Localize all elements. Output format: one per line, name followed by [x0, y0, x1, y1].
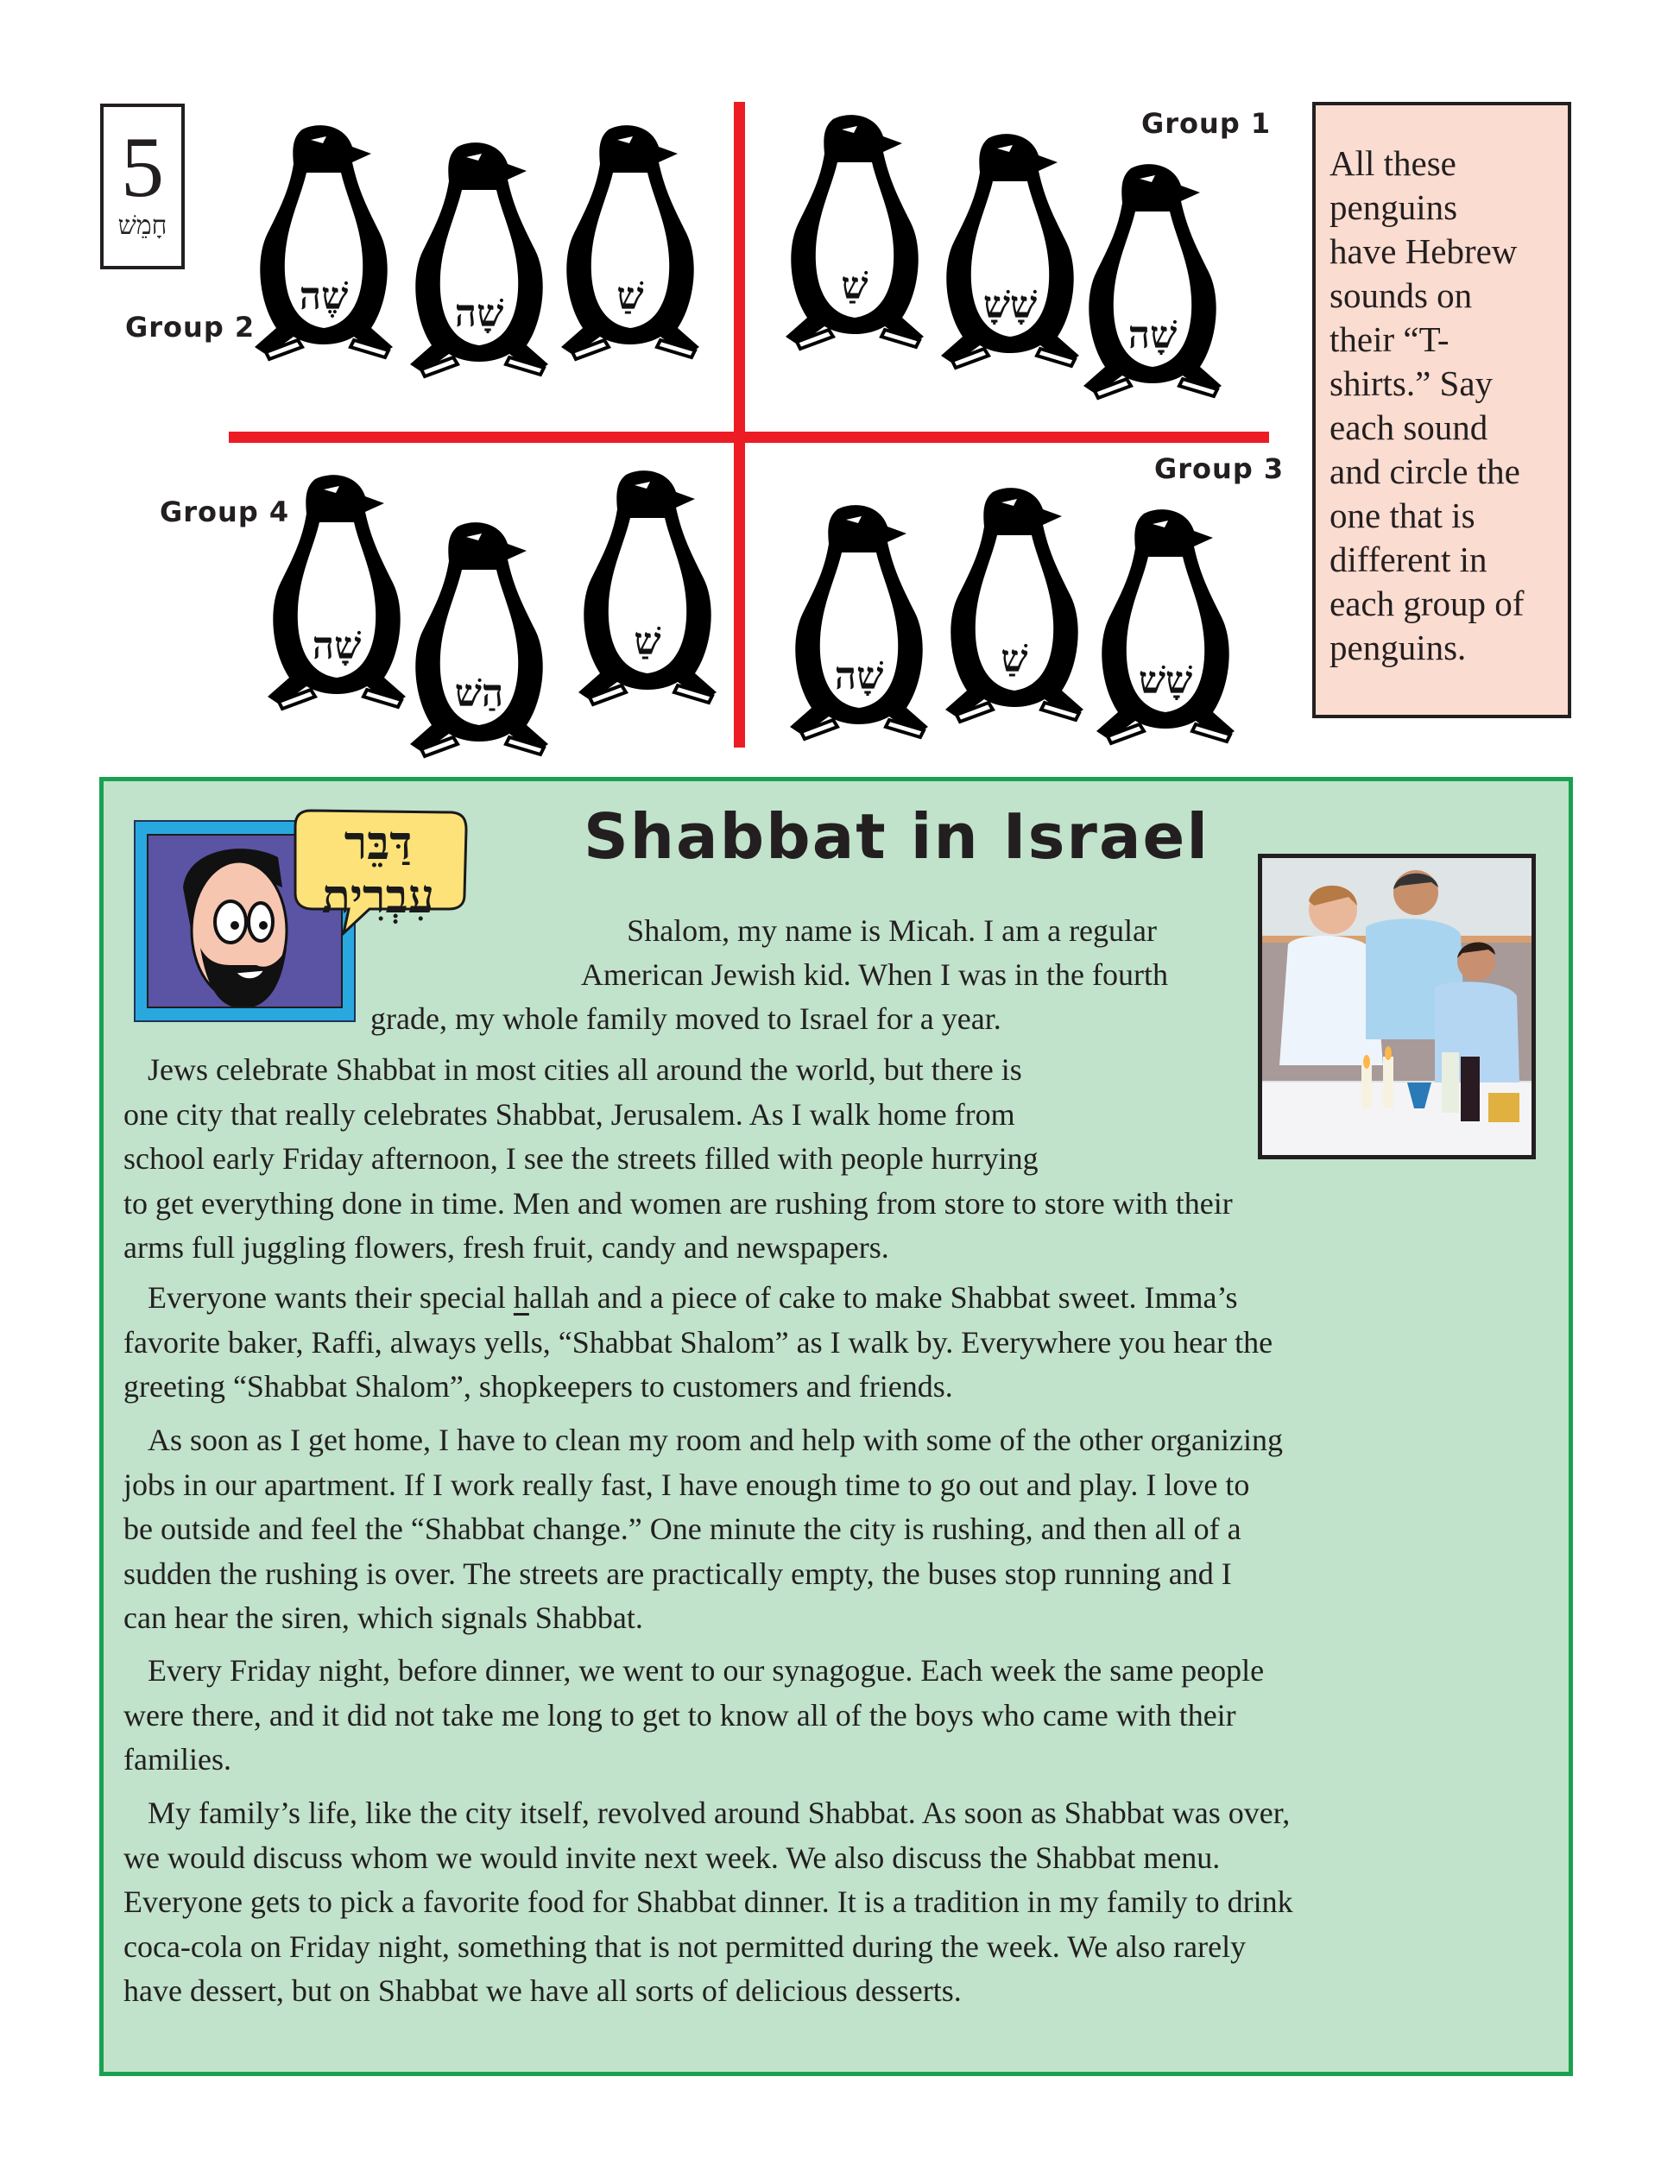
penguin-sound: שָׁשׁ	[1138, 659, 1193, 703]
text-line: we would discuss whom we would invite next week. We also discuss the Shabbat menu.	[123, 1840, 1221, 1875]
penguin-sound: שַׁ	[634, 620, 661, 664]
text-line: arms full juggling flowers, fresh fruit, candy and newspapers.	[123, 1230, 889, 1265]
instruction-line: and circle the	[1329, 451, 1520, 491]
intro-paragraph-2	[104, 953, 1168, 998]
penguin-group1-3[interactable]	[1079, 160, 1226, 419]
text-line: can hear the siren, which signals Shabbat.	[123, 1600, 643, 1635]
penguin-icon	[263, 470, 410, 729]
paragraph-2	[123, 1276, 1273, 1410]
paragraph-3	[123, 1418, 1283, 1641]
penguin-icon	[781, 110, 928, 369]
penguin-group4-2[interactable]	[406, 518, 553, 777]
instruction-line: one that is	[1329, 496, 1475, 535]
instructions-box	[1312, 102, 1571, 718]
family-photo-image	[1262, 858, 1532, 1155]
text-line: be outside and feel the “Shabbat change.” One minute the city is rushing, and then all of a	[123, 1512, 1241, 1546]
text-line: Jews celebrate Shabbat in most cities all around the world, but there is	[148, 1052, 1022, 1087]
instruction-line: their “T-	[1329, 319, 1449, 359]
story-box	[99, 777, 1573, 2076]
penguin-sound: שָׁה	[1127, 313, 1178, 357]
penguin-sound: שָׁה	[312, 624, 362, 668]
bubble-line: דַּבֵּר	[344, 815, 413, 870]
penguin-group1-2[interactable]	[937, 129, 1083, 388]
penguin-group4-3[interactable]	[574, 466, 721, 725]
penguin-sound: שַׁ	[616, 275, 644, 319]
penguin-sound: שַׁ	[1001, 637, 1028, 681]
page-number-box	[100, 104, 185, 269]
text-line: Every Friday night, before dinner, we went to our synagogue. Each week the same people	[148, 1653, 1265, 1688]
red-divider-vertical	[734, 102, 745, 748]
instruction-line: each group of	[1329, 584, 1525, 623]
penguin-icon	[406, 518, 553, 777]
penguin-icon	[557, 121, 704, 380]
instruction-line: each sound	[1329, 407, 1488, 447]
penguin-group2-1[interactable]	[250, 121, 397, 380]
instruction-line: have Hebrew	[1329, 231, 1518, 271]
text-line: one city that really celebrates Shabbat, Jerusalem. As I walk home from	[123, 1096, 1015, 1132]
story-title: Shabbat in Israel	[583, 800, 1210, 873]
text-segment: Everyone wants their special	[148, 1280, 514, 1315]
penguin-sound: שַׁ	[841, 264, 868, 308]
red-divider-horizontal	[229, 432, 1269, 443]
penguin-icon	[406, 138, 553, 397]
penguin-icon	[1092, 505, 1239, 764]
penguin-group1-1[interactable]	[781, 110, 928, 369]
penguin-group3-2[interactable]	[941, 483, 1088, 742]
text-line: greeting “Shabbat Shalom”, shopkeepers to customers and friends.	[123, 1369, 953, 1404]
penguin-icon	[1079, 160, 1226, 419]
text-line: were there, and it did not take me long to get to know all of the boys who came with their	[123, 1697, 1236, 1733]
instruction-line: shirts.” Say	[1329, 363, 1494, 403]
instruction-line: penguins	[1329, 187, 1458, 227]
penguin-icon	[937, 129, 1083, 388]
text-line: Shalom, my name is Micah. I am a regular	[627, 913, 1157, 948]
text-line: school early Friday afternoon, I see the streets filled with people hurrying	[123, 1141, 1039, 1176]
penguin-group2-3[interactable]	[557, 121, 704, 380]
family-photo	[1258, 854, 1536, 1159]
group-1-label: Group 1	[1141, 107, 1272, 140]
text-line: jobs in our apartment. If I work really fast, I have enough time to go out and play. I love to	[123, 1467, 1250, 1502]
page-number-hebrew: חָמֵשׁ	[117, 211, 167, 241]
penguin-sound: שֶׁה	[299, 275, 349, 319]
penguin-icon	[250, 121, 397, 380]
text-line: have dessert, but on Shabbat we have all sorts of delicious desserts.	[123, 1973, 962, 2008]
instruction-line: sounds on	[1329, 275, 1473, 315]
penguin-group3-3[interactable]	[1092, 505, 1239, 764]
text-segment: allah and a piece of cake to make Shabbat sweet. Imma’s	[528, 1280, 1238, 1315]
intro-paragraph	[104, 909, 1157, 954]
penguin-group2-2[interactable]	[406, 138, 553, 397]
paragraph-4	[123, 1649, 1264, 1783]
paragraph-1	[123, 1048, 1233, 1271]
group-2-label: Group 2	[125, 311, 256, 344]
paragraph-5	[123, 1791, 1293, 2014]
penguin-group4-1[interactable]	[263, 470, 410, 729]
text-line: My family’s life, like the city itself, revolved around Shabbat. As soon as Shabbat was over,	[148, 1796, 1291, 1830]
penguin-sound: שָׁה	[454, 292, 504, 336]
text-line	[123, 1276, 1273, 1321]
text-line: coca-cola on Friday night, something that is not permitted during the week. We also rarely	[123, 1928, 1247, 1964]
bubble-line: עִבְרִית	[321, 868, 435, 924]
group-4-label: Group 4	[160, 496, 290, 528]
text-line: to get everything done in time. Men and women are rushing from store to store with their	[123, 1185, 1233, 1221]
instruction-line: penguins.	[1329, 628, 1467, 667]
text-line: As soon as I get home, I have to clean my room and help with some of the other organizing	[148, 1423, 1284, 1457]
penguin-icon	[574, 466, 721, 725]
text-line: favorite baker, Raffi, always yells, “Shabbat Shalom” as I walk by. Everywhere you hear the	[123, 1324, 1273, 1360]
instruction-line: All these	[1329, 143, 1456, 183]
group-3-label: Group 3	[1154, 452, 1285, 485]
penguin-sound: שָׁה	[834, 654, 884, 698]
underlined-letter: h	[513, 1280, 529, 1315]
penguin-icon	[941, 483, 1088, 742]
text-line: grade, my whole family moved to Israel for a year.	[370, 1001, 1001, 1036]
intro-paragraph-3	[370, 997, 1001, 1042]
penguin-sound: הַשׁ	[454, 672, 504, 716]
penguin-sound: שָׁשָׁ	[982, 283, 1038, 327]
text-line: American Jewish kid. When I was in the fourth	[580, 957, 1168, 992]
text-line: families.	[123, 1742, 231, 1777]
text-line: Everyone gets to pick a favorite food for Shabbat dinner. It is a tradition in my family to drink	[123, 1884, 1293, 1919]
page-number: 5	[121, 119, 164, 215]
penguin-icon	[786, 501, 932, 760]
penguin-group3-1[interactable]	[786, 501, 932, 760]
text-line: sudden the rushing is over. The streets are practically empty, the buses stop running and I	[123, 1556, 1232, 1591]
instruction-line: different in	[1329, 540, 1487, 579]
